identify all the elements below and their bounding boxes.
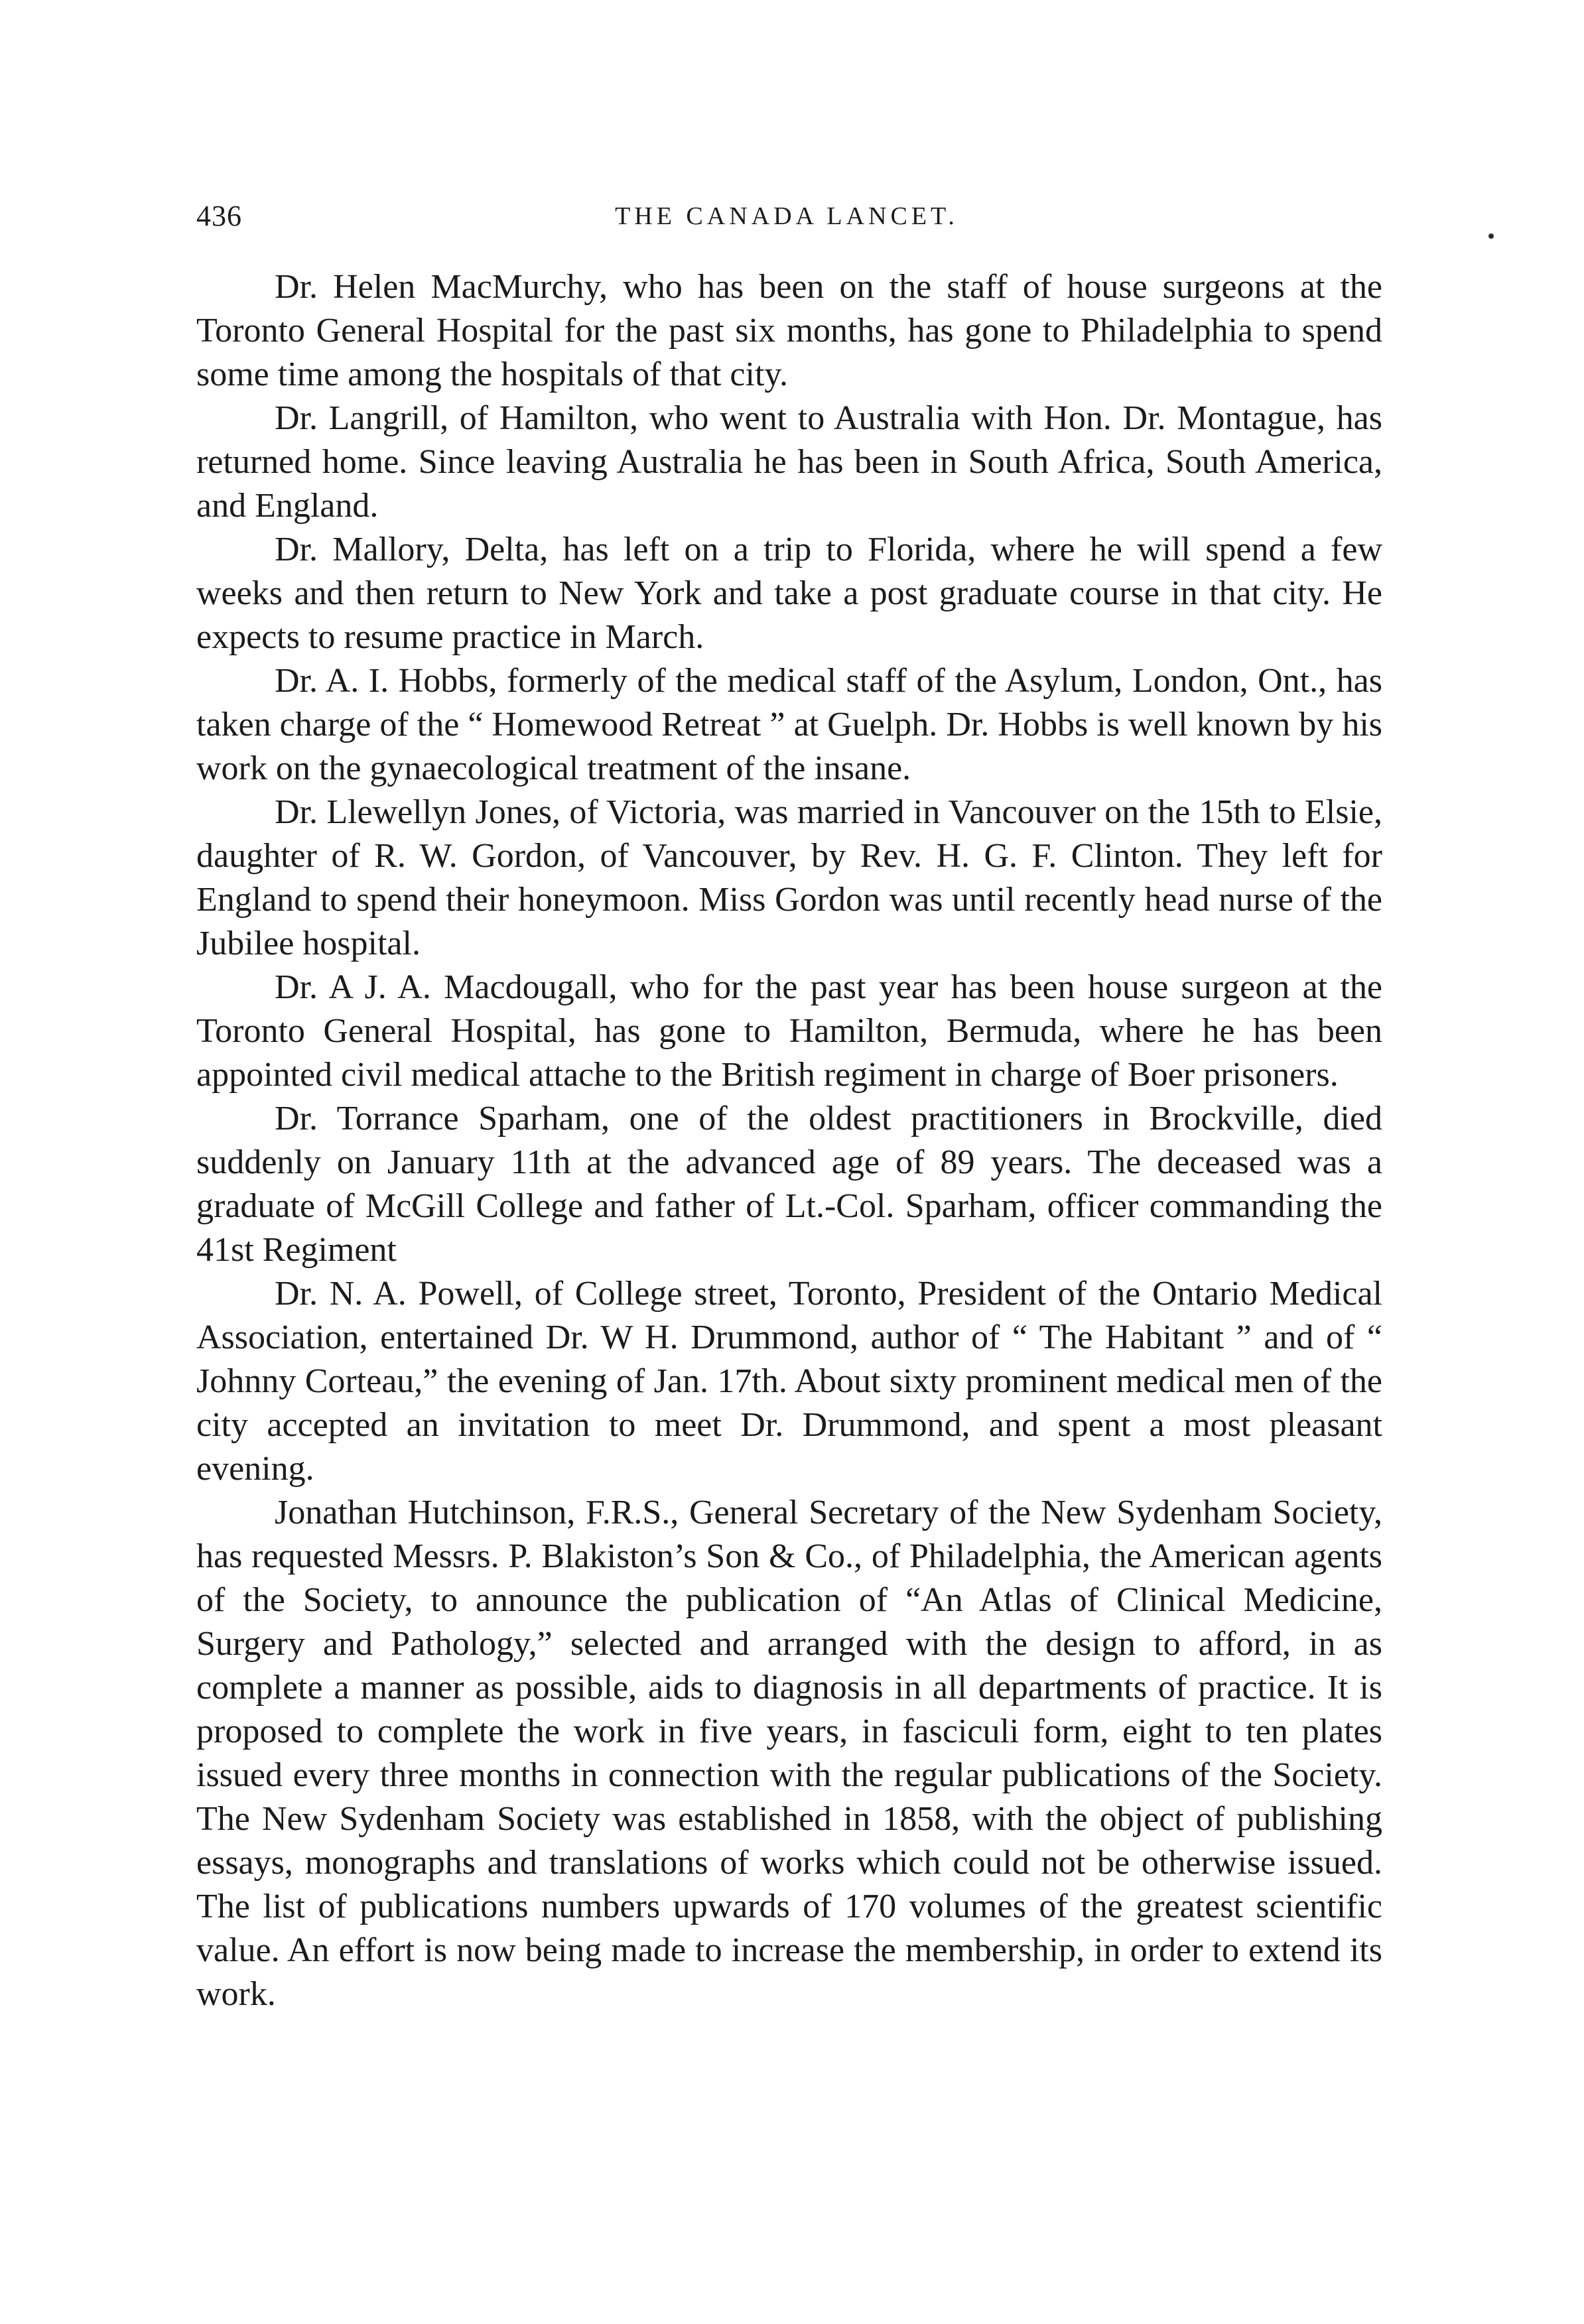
- paragraph-macmurchy: Dr. Helen MacMurchy, who has been on the staff of house surgeons at the Toronto General Hospital for the past six months, has gone to Philadelphia to spend some time among the hospitals of that city.: [196, 268, 1382, 393]
- page-number: 436: [196, 200, 242, 232]
- paragraph-mallory: Dr. Mallory, Delta, has left on a trip to Florida, where he will spend a few weeks and then return to New York and take a post graduate course in that city. He expects to resume practice in March.: [196, 531, 1382, 656]
- paragraph-hobbs: Dr. A. I. Hobbs, formerly of the medical staff of the Asylum, London, Ont., has taken charge of the “ Homewood Retreat ” at Guelph. Dr. Hobbs is well known by his work on the gynaecological treatment of the insane.: [196, 662, 1382, 787]
- journal-title: THE CANADA LANCET.: [615, 202, 958, 230]
- paragraph-macdougall: Dr. A J. A. Macdougall, who for the past year has been house surgeon at the Toronto General Hospital, has gone to Hamilton, Bermuda, where he has been appointed civil medical attache to the British regiment in charge of Boer prisoners.: [196, 968, 1382, 1094]
- paragraph-hutchinson: Jonathan Hutchinson, F.R.S., General Secretary of the New Sydenham Society, has requested Messrs. P. Blakiston’s Son & Co., of Philadelphia, the American agents of the Society, to announce the publication of “An Atlas of Clinical Medicine, Surgery and Pathology,” selected and arranged with the design to afford, in as complete a manner as possible, aids to diagnosis in all departments of practice. It is proposed to complete the work in five years, in fasciculi form, eight to ten plates issued every three months in connection with the regular publications of the Society. The New Sydenham Society was established in 1858, with the object of publishing essays, monographs and translations of works which could not be otherwise issued. The list of publications numbers upwards of 170 volumes of the greatest scientific value. An effort is now being made to increase the membership, in order to extend its work.: [196, 1494, 1382, 2013]
- paragraph-powell: Dr. N. A. Powell, of College street, Toronto, President of the Ontario Medical Association, entertained Dr. W H. Drummond, author of “ The Habitant ” and of “ Johnny Corteau,” the evening of Jan. 17th. About sixty prominent medical men of the city accepted an invitation to meet Dr. Drummond, and spent a most pleasant evening.: [196, 1275, 1382, 1488]
- paragraph-jones: Dr. Llewellyn Jones, of Victoria, was married in Vancouver on the 15th to Elsie, daughter of R. W. Gordon, of Vancouver, by Rev. H. G. F. Clinton. They left for England to spend their honeymoon. Miss Gordon was until recently head nurse of the Jubilee hospital.: [196, 793, 1382, 962]
- stray-ink-mark: [1488, 233, 1494, 239]
- running-head: [196, 199, 1377, 241]
- paragraph-langrill: Dr. Langrill, of Hamilton, who went to Australia with Hon. Dr. Montague, has returned home. Since leaving Australia he has been in South Africa, South America, and England.: [196, 399, 1382, 525]
- paragraph-sparham: Dr. Torrance Sparham, one of the oldest practitioners in Brockville, died suddenly on January 11th at the advanced age of 89 years. The deceased was a graduate of McGill College and father of Lt.-Col. Sparham, officer commanding the 41st Regiment: [196, 1100, 1382, 1269]
- article-body: [196, 265, 1382, 2016]
